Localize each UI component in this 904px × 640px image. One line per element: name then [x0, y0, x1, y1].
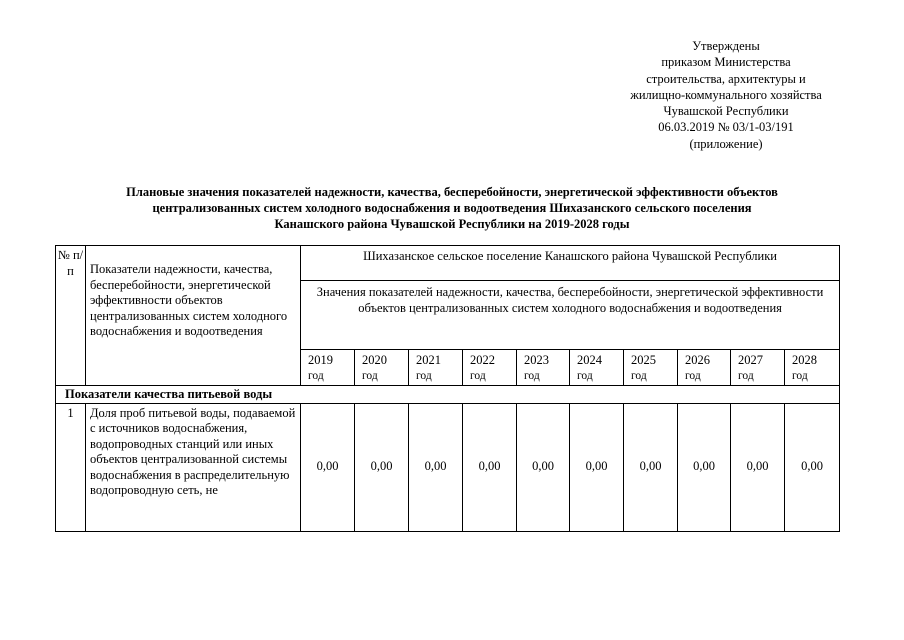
value-cell: 0,00 [409, 403, 463, 531]
indicators-table [55, 245, 840, 532]
approval-line: 06.03.2019 № 03/1-03/191 [658, 120, 794, 135]
year-cell [785, 350, 840, 386]
approval-block [600, 38, 852, 152]
header-settlement: Шихазанское сельское поселение Канашского района Чувашской Республики [301, 246, 840, 281]
year-number: 2023 [524, 353, 549, 367]
title-line: Канашского района Чувашской Республики на 2019-2028 годы [274, 217, 630, 231]
year-suffix: год [577, 369, 593, 382]
year-cell [355, 350, 409, 386]
value-cell: 0,00 [624, 403, 678, 531]
value-cell: 0,00 [517, 403, 570, 531]
year-number: 2021 [416, 353, 441, 367]
value-cell: 0,00 [355, 403, 409, 531]
approval-line: (приложение) [689, 136, 763, 151]
approval-line: жилищно-коммунального хозяйства [630, 87, 822, 102]
approval-line: приказом Министерства [661, 55, 791, 70]
approval-line: Утверждены [692, 39, 760, 53]
title-line: централизованных систем холодного водоснабжения и водоотведения Шихазанского сельского поселения [152, 201, 752, 215]
year-suffix: год [470, 369, 486, 382]
value-cell: 0,00 [570, 403, 624, 531]
year-suffix: год [308, 369, 324, 382]
year-suffix: год [738, 369, 754, 382]
year-cell [731, 350, 785, 386]
year-number: 2025 [631, 353, 656, 367]
year-cell [517, 350, 570, 386]
value-cell: 0,00 [785, 403, 840, 531]
year-suffix: год [631, 369, 647, 382]
title-line: Плановые значения показателей надежности, качества, бесперебойности, энергетической эффективности объектов [126, 185, 778, 199]
row-indicator: Доля проб питьевой воды, подаваемой с источников водоснабжения, водопроводных станций или иных объектов централизованной системы водоснабжения в распределительную водопроводную сеть, не [86, 403, 301, 531]
row-number: 1 [56, 403, 86, 531]
year-number: 2022 [470, 353, 495, 367]
year-number: 2026 [685, 353, 710, 367]
approval-line: строительства, архитектуры и [646, 71, 806, 86]
year-number: 2024 [577, 353, 602, 367]
year-suffix: год [524, 369, 540, 382]
header-values: Значения показателей надежности, качества, бесперебойности, энергетической эффективности объектов централизованных систем холодного водоснабжения и водоотведения [301, 281, 840, 350]
table-row [56, 403, 840, 531]
header-indicator: Показатели надежности, качества, бесперебойности, энергетической эффективности объектов централизованных систем холодного водоснабжения и водоотведения [86, 246, 301, 386]
year-cell [570, 350, 624, 386]
year-number: 2020 [362, 353, 387, 367]
header-num: № п/п [56, 246, 86, 386]
value-cell: 0,00 [301, 403, 355, 531]
year-suffix: год [416, 369, 432, 382]
year-cell [463, 350, 517, 386]
approval-line: Чувашской Республики [663, 104, 789, 119]
year-suffix: год [362, 369, 378, 382]
year-number: 2019 [308, 353, 333, 367]
year-cell [624, 350, 678, 386]
year-cell [678, 350, 731, 386]
year-suffix: год [792, 369, 808, 382]
year-suffix: год [685, 369, 701, 382]
value-cell: 0,00 [731, 403, 785, 531]
year-number: 2028 [792, 353, 817, 367]
document-title [60, 184, 844, 232]
year-cell [409, 350, 463, 386]
value-cell: 0,00 [678, 403, 731, 531]
year-number: 2027 [738, 353, 763, 367]
section-title: Показатели качества питьевой воды [56, 386, 840, 404]
year-cell [301, 350, 355, 386]
value-cell: 0,00 [463, 403, 517, 531]
